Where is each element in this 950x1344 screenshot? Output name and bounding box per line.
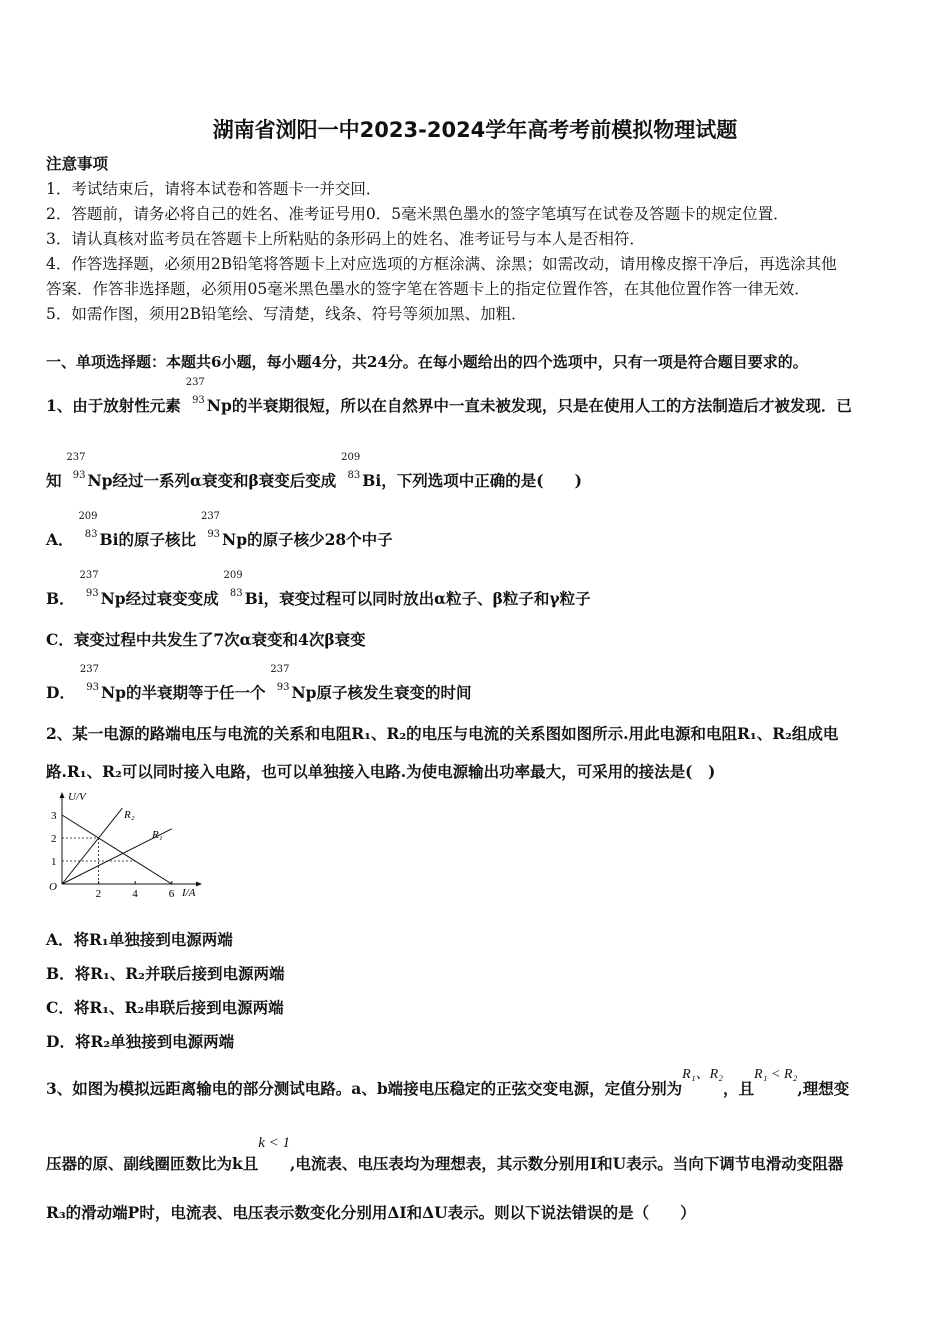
q2-line1: 2、某一电源的路端电压与电流的关系和电阻R₁、R₂的电压与电流的关系图如图所示.用此电源和电阻R₁、R₂组成电 — [46, 724, 839, 743]
q3-line3: R₃的滑动端P时，电流表、电压表示数变化分别用ΔI和ΔU表示。则以下说法错误的是（ ） — [46, 1203, 696, 1222]
y-tick-label: 2 — [51, 833, 57, 845]
ui-graph — [42, 786, 212, 902]
y-axis-arrow — [60, 792, 65, 798]
q1-line2: 知 237 93 Np经过一系列α衰变和β衰变后变成 209 83 Bi，下列选项中正确的是( ) — [46, 452, 582, 490]
q3-line1: 3、如图为模拟远距离输电的部分测试电路。a、b端接电压稳定的正弦交变电源，定值分别为R₁、R₂，且R₁ < R₂,理想变 — [46, 1067, 850, 1098]
r2-line — [62, 808, 122, 884]
q1-option-c: C．衰变过程中共发生了7次α衰变和4次β衰变 — [46, 630, 366, 649]
notice-item: 2．答题前，请务必将自己的姓名、准考证号用0．5毫米黑色墨水的签字笔填写在试卷及答题卡的规定位置． — [46, 205, 789, 223]
x-tick-label: 6 — [168, 888, 175, 900]
notice-item: 答案．作答非选择题，必须用05毫米黑色墨水的签字笔在答题卡上的指定位置作答，在其他位置作答一律无效． — [46, 280, 810, 298]
q3-inequality: R₁ < R₂ — [754, 1067, 798, 1082]
q1-text: 1、由于放射性元素 — [46, 396, 181, 415]
source-line — [62, 815, 172, 884]
notice-item: 5．如需作图，须用2B铅笔绘、写清楚，线条、符号等须加黑、加粗． — [46, 305, 527, 323]
x-tick-label: 2 — [95, 888, 102, 900]
y-tick-label: 1 — [51, 856, 57, 868]
y-axis-label: U/V — [68, 791, 86, 803]
origin-label: O — [49, 881, 57, 893]
q2-option-c: C．将R₁、R₂串联后接到电源两端 — [46, 998, 284, 1017]
y-tick-label: 3 — [51, 810, 57, 822]
page-title: 湖南省浏阳一中2023-2024学年高考考前模拟物理试题 — [212, 118, 738, 142]
x-tick-label: 4 — [132, 888, 138, 900]
x-axis-arrow — [196, 882, 202, 887]
q3-k-ineq: k < 1 — [258, 1135, 291, 1151]
q3-resistors: R₁、R₂ — [682, 1067, 724, 1082]
q2-option-d: D．将R₂单独接到电源两端 — [46, 1032, 235, 1051]
q2-line2: 路.R₁、R₂可以同时接入电路，也可以单独接入电路.为使电源输出功率最大，可采用的接法是( ) — [46, 762, 716, 781]
section-heading: 一、单项选择题：本题共6小题，每小题4分，共24分。在每小题给出的四个选项中，只有一项是符合题目要求的。 — [46, 353, 808, 371]
q1-option-b: B． 237 93 Np经过衰变变成 209 83 Bi，衰变过程可以同时放出α粒子、β粒子和γ粒子 — [46, 570, 591, 608]
q2-option-b: B．将R₁、R₂并联后接到电源两端 — [46, 964, 285, 983]
q1-option-a: A． 209 83 Bi的原子核比 237 93 Np的原子核少28个中子 — [46, 511, 393, 549]
q3-line2: 压器的原、副线圈匝数比为k且k < 1,电流表、电压表均为理想表，其示数分别用I和U表示。当向下调节电滑动变阻器 — [46, 1135, 844, 1173]
q1-text: 的半衰期很短，所以在自然界中一直未被发现，只是在使用人工的方法制造后才被发现．已 — [231, 396, 852, 415]
q1-line1 — [46, 377, 852, 416]
q1-text: ，下列选项中正确的是( ) — [381, 471, 582, 490]
notice-heading: 注意事项 — [46, 154, 109, 173]
q1-text: 经过一系列α衰变和β衰变后变成 — [112, 471, 337, 490]
q1-text: 知 — [46, 471, 62, 490]
series-label-r2: R₂ — [124, 809, 135, 821]
q2-option-a: A．将R₁单独接到电源两端 — [46, 930, 233, 949]
notice-item: 3．请认真核对监考员在答题卡上所粘贴的条形码上的姓名、准考证号与本人是否相符． — [46, 230, 645, 248]
series-label-r1: R₁ — [152, 829, 163, 841]
notice-item: 4．作答选择题，必须用2B铅笔将答题卡上对应选项的方框涂满、涂黑；如需改动，请用橡皮擦干净后，再选涂其他 — [46, 255, 837, 273]
x-axis-label: I/A — [182, 887, 196, 899]
notice-item: 1．考试结束后，请将本试卷和答题卡一并交回． — [46, 180, 382, 198]
np-isotope: 237 93 — [185, 377, 205, 406]
q1-option-d: D． 237 93 Np的半衰期等于任一个 237 93 Np原子核发生衰变的时间 — [46, 664, 472, 702]
np-symbol: Np — [206, 396, 232, 415]
